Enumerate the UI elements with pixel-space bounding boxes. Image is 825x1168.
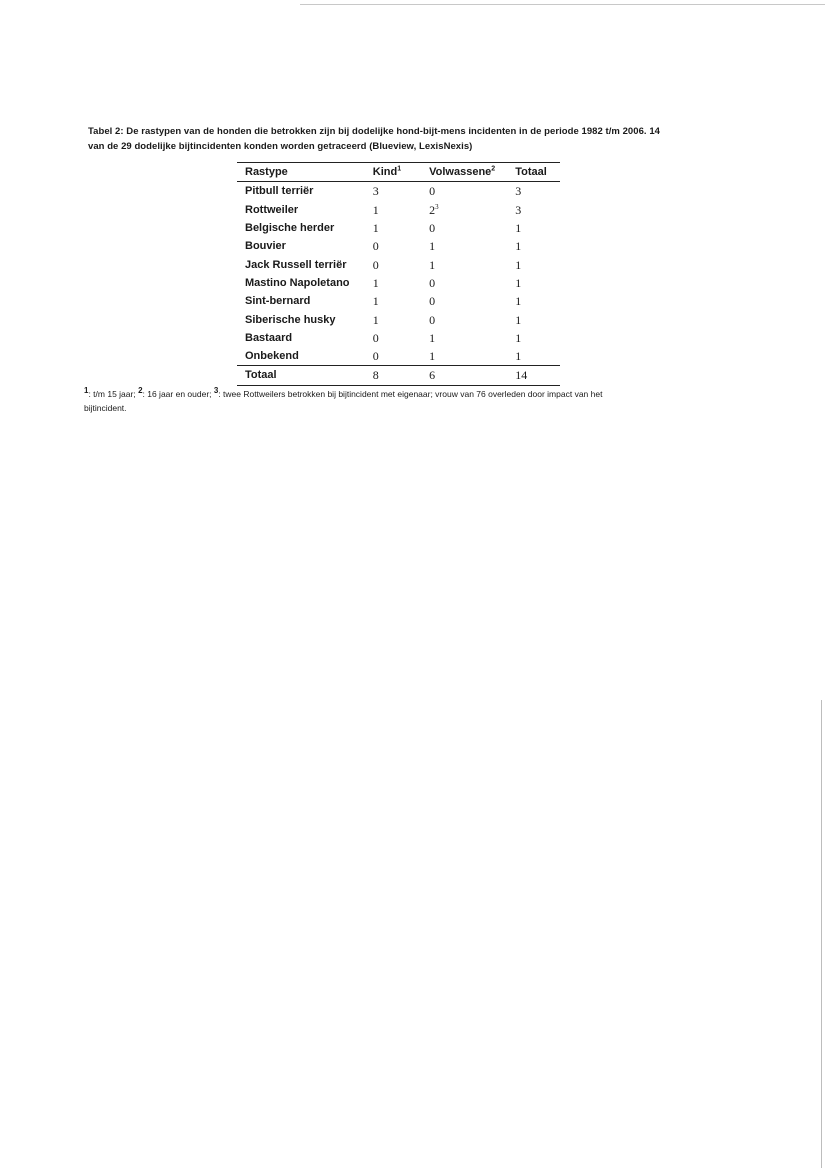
cell-kind: 1 — [372, 275, 379, 290]
cell-kind: 0 — [372, 257, 379, 272]
cell-kind: 3 — [372, 184, 379, 199]
caption-line-2: van de 29 dodelijke bijtincidenten konden worden getraceerd (Blueview, LexisNexis) — [88, 141, 473, 152]
footnote-line-2: bijtincident. — [84, 403, 127, 413]
cell-rastype: Rottweiler — [245, 203, 299, 216]
footnote-text-3: : twee Rottweilers betrokken bij bijtincident met eigenaar; vrouw van 76 overleden door impact van het — [218, 389, 603, 399]
cell-volwassene — [429, 329, 515, 347]
cell-rastype: Jack Russell terriër — [245, 258, 347, 271]
cell-kind: 1 — [372, 312, 379, 327]
cell-rastype: Siberische husky — [245, 313, 336, 326]
cell-totaal: 1 — [515, 257, 522, 272]
table-row — [237, 182, 560, 201]
cell-volwassene — [429, 182, 515, 201]
cell-volwassene — [429, 292, 515, 310]
cell-totaal: 3 — [515, 184, 522, 199]
cell-rastype: Sint-bernard — [245, 295, 311, 308]
cell-totaal: 3 — [515, 202, 522, 217]
table-row — [237, 329, 560, 347]
footnote-marker-3: 3 — [213, 386, 219, 396]
total-label: Totaal — [237, 366, 373, 385]
footnote-marker-1: 1 — [84, 386, 89, 396]
cell-rastype: Onbekend — [237, 347, 373, 366]
cell-kind: 0 — [373, 347, 429, 366]
cell-volwassene-value: 0 — [429, 275, 436, 290]
cell-volwassene — [429, 347, 515, 366]
table-footnote — [84, 387, 724, 415]
cell-rastype: Bastaard — [245, 331, 293, 344]
table-row — [237, 274, 560, 292]
cell-volwassene-value: 0 — [429, 312, 436, 327]
total-kind: 8 — [373, 366, 429, 385]
cell-kind: 1 — [372, 221, 379, 236]
table-row — [237, 292, 560, 310]
footnote-text-2: : 16 jaar en ouder; — [142, 389, 214, 399]
cell-kind: 1 — [372, 202, 379, 217]
cell-volwassene-value: 1 — [429, 239, 436, 254]
cell-totaal: 1 — [515, 239, 522, 254]
cell-kind: 0 — [372, 239, 379, 254]
cell-totaal: 1 — [515, 330, 522, 345]
table-row — [237, 201, 560, 219]
scan-edge-right — [821, 700, 822, 1168]
cell-volwassene-value: 0 — [429, 294, 436, 309]
footnote-marker-2: 2 — [138, 386, 143, 396]
cell-volwassene-value: 0 — [429, 221, 436, 236]
cell-kind: 0 — [372, 330, 379, 345]
header-totaal: Totaal — [515, 163, 560, 182]
cell-rastype: Bouvier — [245, 240, 286, 253]
cell-volwassene-value: 2 — [429, 202, 436, 217]
total-totaal: 14 — [515, 366, 560, 385]
cell-totaal: 1 — [515, 347, 560, 366]
cell-volwassene — [429, 237, 515, 255]
scan-edge-top — [300, 4, 825, 5]
table-total-row — [237, 366, 560, 385]
cell-totaal: 1 — [515, 294, 522, 309]
cell-volwassene — [429, 274, 515, 292]
cell-volwassene — [429, 310, 515, 328]
table-row — [237, 347, 560, 366]
footnote-text-1: : t/m 15 jaar; — [88, 389, 139, 399]
cell-volwassene — [429, 201, 515, 219]
table-row — [237, 310, 560, 328]
cell-totaal: 1 — [515, 275, 522, 290]
table-row — [237, 255, 560, 273]
cell-volwassene — [429, 255, 515, 273]
cell-totaal: 1 — [515, 312, 522, 327]
header-volwassene-label: Volwassene — [429, 166, 492, 179]
breed-table — [237, 162, 560, 386]
caption-line-1: Tabel 2: De rastypen van de honden die betrokken zijn bij dodelijke hond-bijt-mens incidenten in de periode 1982 t/m 2006. 14 — [88, 126, 660, 137]
cell-volwassene-value: 0 — [429, 184, 436, 199]
table-caption — [88, 124, 728, 154]
cell-kind: 1 — [372, 294, 379, 309]
header-volwassene-sup: 2 — [491, 165, 496, 173]
table-header-row — [237, 163, 560, 182]
cell-volwassene-value: 1 — [429, 257, 436, 272]
cell-totaal: 1 — [515, 221, 522, 236]
header-rastype: Rastype — [237, 163, 373, 182]
header-kind-sup: 1 — [397, 165, 402, 173]
cell-volwassene-sup: 3 — [435, 202, 439, 211]
cell-rastype: Pitbull terriër — [245, 185, 314, 198]
header-kind — [373, 163, 429, 182]
footnote-line-1 — [84, 387, 724, 401]
cell-volwassene-value: 1 — [429, 349, 436, 364]
cell-volwassene — [429, 219, 515, 237]
header-volwassene — [429, 163, 515, 182]
total-volwassene: 6 — [429, 366, 515, 385]
cell-rastype: Mastino Napoletano — [245, 276, 350, 289]
table-row — [237, 237, 560, 255]
cell-rastype: Belgische herder — [245, 222, 335, 235]
header-kind-label: Kind — [372, 166, 398, 179]
table-row — [237, 219, 560, 237]
cell-volwassene-value: 1 — [429, 330, 436, 345]
